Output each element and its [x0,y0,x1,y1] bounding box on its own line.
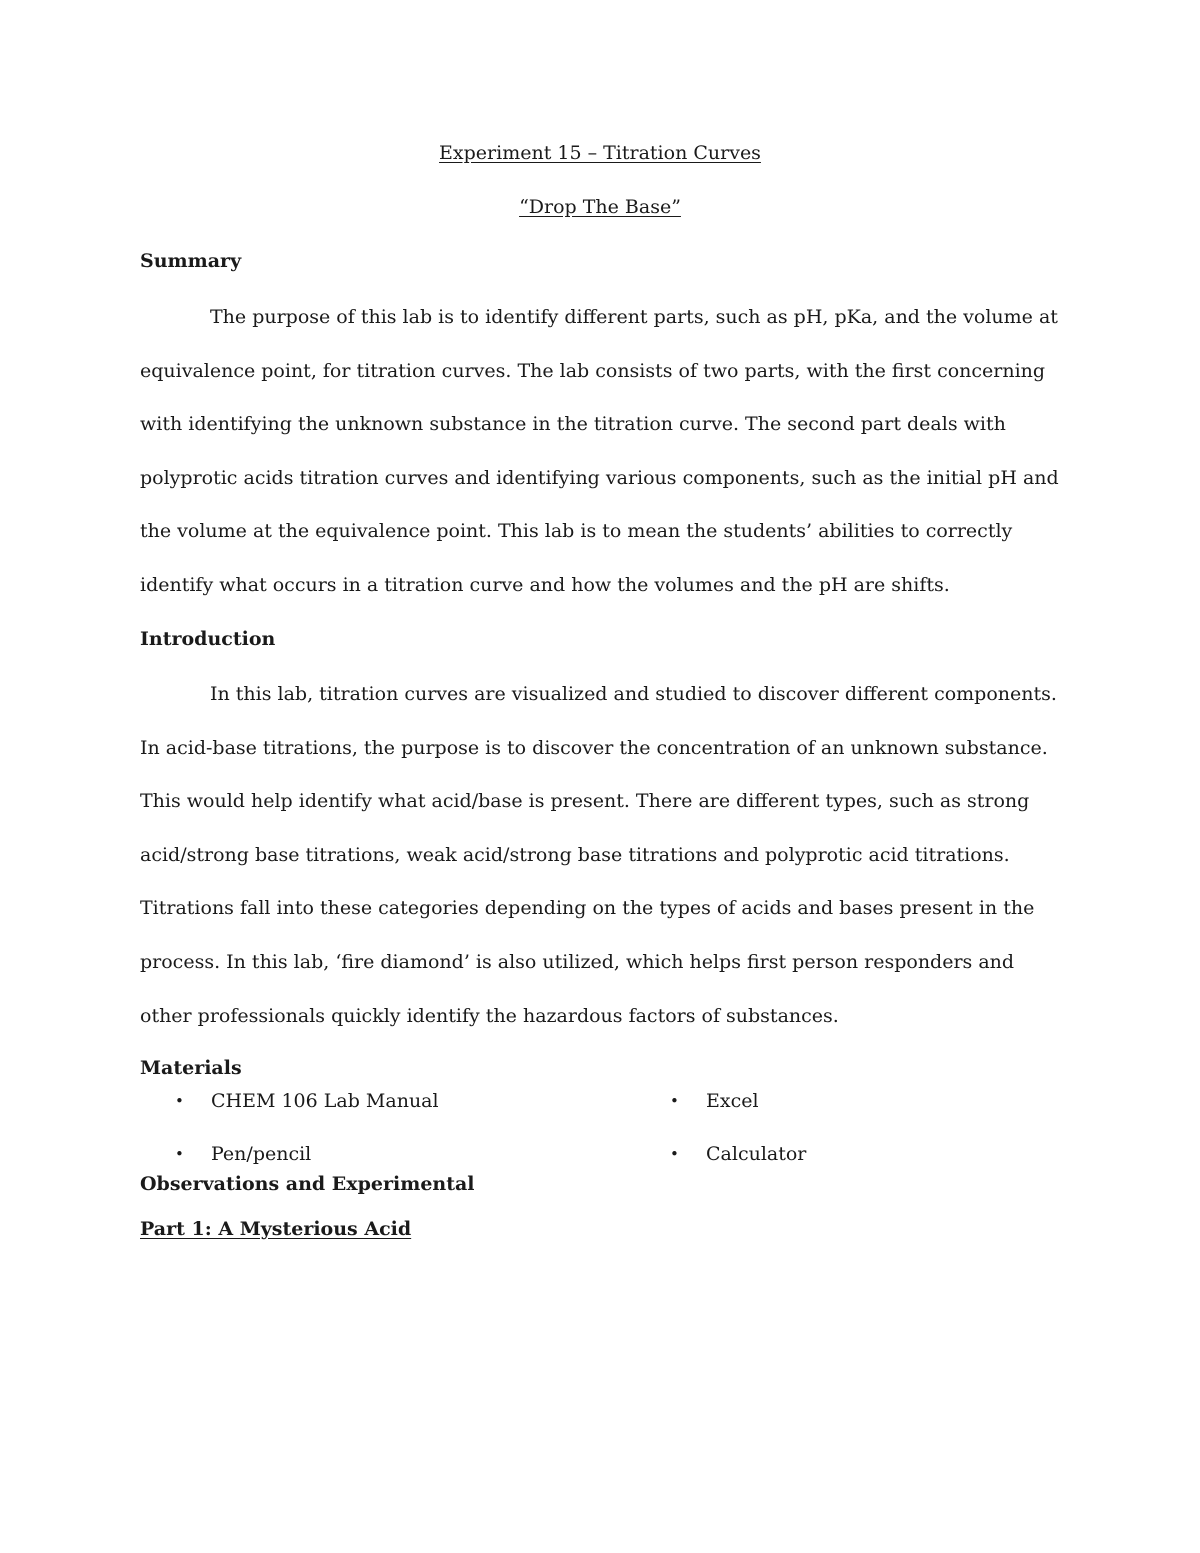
bullet-icon: • [175,1145,184,1163]
introduction-heading: Introduction [140,628,276,650]
summary-heading: Summary [140,250,242,272]
material-item-label: Pen/pencil [211,1143,312,1165]
materials-heading: Materials [140,1057,242,1079]
observations-heading: Observations and Experimental [140,1173,475,1195]
introduction-paragraph: In this lab, titration curves are visualized and studied to discover different components. In acid-base titrations, the purpose is to discover the concentration of an unknown substance. This would help identify what acid/base is present. There are different types, such as strong acid/strong base titrations, weak acid/strong base titrations and polyprotic acid titrations. Titrations fall into these categories depending on the types of acids and bases present in the process. In this lab, ‘fire diamond’ is also utilized, which helps first person responders and other professionals quickly identify the hazardous factors of substances. [140,683,1057,1027]
material-item-label: CHEM 106 Lab Manual [211,1090,439,1112]
material-item-label: Excel [706,1090,759,1112]
summary-paragraph: The purpose of this lab is to identify different parts, such as pH, pKa, and the volume at equivalence point, for titration curves. The lab consists of two parts, with the first concerning with identifying the unknown substance in the titration curve. The second part deals with polyprotic acids titration curves and identifying various components, such as the initial pH and the volume at the equivalence point. This lab is to mean the students’ abilities to correctly identify what occurs in a titration curve and how the volumes and the pH are shifts. [140,306,1059,596]
material-item-label: Calculator [706,1143,807,1165]
bullet-icon: • [670,1092,679,1110]
bullet-icon: • [175,1092,184,1110]
bullet-icon: • [670,1145,679,1163]
document-title: Experiment 15 – Titration Curves [439,142,761,164]
part1-heading: Part 1: A Mysterious Acid [140,1218,412,1240]
document-subtitle: “Drop The Base” [519,196,681,218]
